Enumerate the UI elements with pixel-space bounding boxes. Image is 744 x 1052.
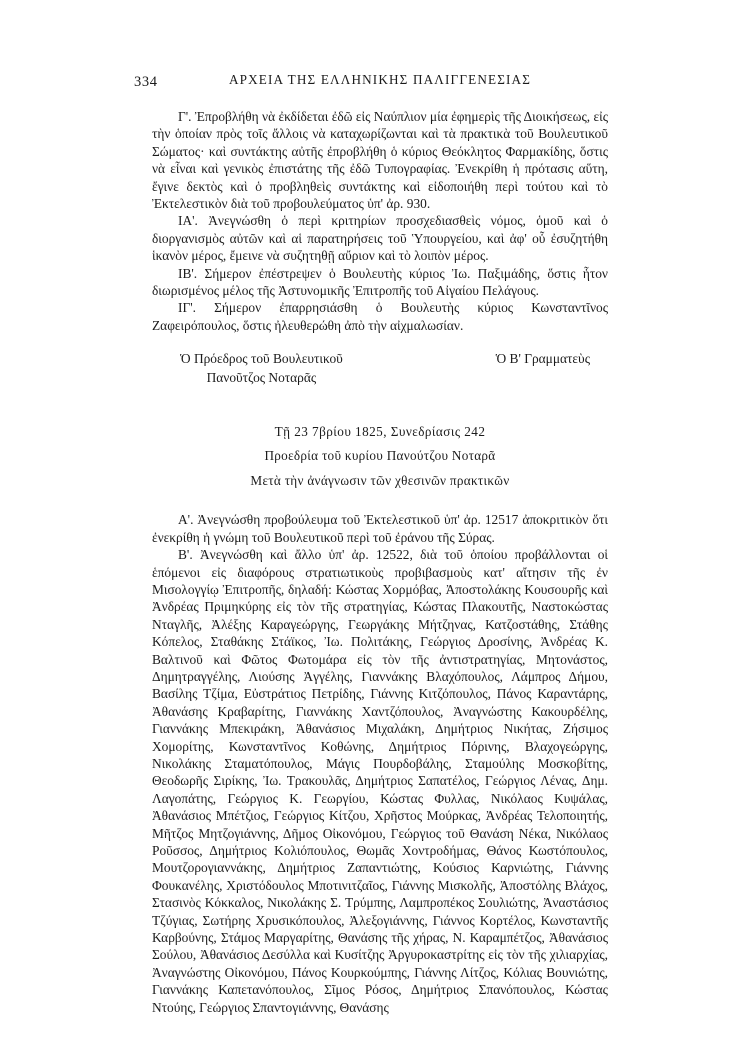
signature-block <box>152 350 608 387</box>
session-chair-line: Προεδρία τοῦ κυρίου Πανούτζου Νοταρᾶ <box>264 448 496 464</box>
minutes-item-alpha: Α'. Ἀνεγνώσθη προβούλευμα τοῦ Ἐκτελεστικοῦ ὑπ' ἀρ. 12517 ἀποκριτικὸν ὅτι ἐνεκρίθη ἡ γνώμη τοῦ Βουλευτικοῦ περὶ τοῦ ἐράνου τῆς Σύρας. <box>152 512 608 545</box>
minutes-current-section <box>152 511 608 1016</box>
president-name: Πανοῦτζος Νοταρᾶς <box>206 370 317 386</box>
president-title: Ὁ Πρόεδρος τοῦ Βουλευτικοῦ <box>180 351 343 367</box>
minutes-item-gamma: Γ'. Ἐπροβλήθη νὰ ἐκδίδεται ἐδῶ εἰς Ναύπλιον μία ἐφημερὶς τῆς Διοικήσεως, εἰς τὴν ὁποίαν πρὸς τοῖς ἄλλοις νὰ καταχωρίζωνται καὶ τὰ πρακτικὰ τοῦ Βουλευτικοῦ Σώματος· καὶ συντάκτης αὐτῆς ἐπροβλήθη ὁ κύριος Θεόκλητος Φαρμακίδης, ὅστις νὰ εἶναι καὶ γενικὸς ἐπιστάτης τῆς ἐδῶ Τυπογραφίας. Ἐνεκρίθη ἡ πρότασις αὕτη, ἔγινε δεκτὸς καὶ ὁ προβληθεὶς συντάκτης καὶ εἰδοποιήθη περὶ τούτου καὶ τὸ Ἐκτελεστικὸν διὰ τοῦ προβουλεύματος ὑπ' ἀρ. 930. <box>152 109 608 212</box>
secretary-signature <box>496 350 590 368</box>
session-note-line: Μετὰ τὴν ἀνάγνωσιν τῶν χθεσινῶν πρακτικῶν <box>250 473 510 489</box>
minutes-previous-section <box>152 108 608 334</box>
president-signature <box>180 350 343 387</box>
page-number: 334 <box>134 74 158 90</box>
minutes-item-beta: Β'. Ἀνεγνώσθη καὶ ἄλλο ὑπ' ἀρ. 12522, διὰ τοῦ ὁποίου προβάλλονται οἱ ἑπόμενοι εἰς διαφόρους στρατιωτικοὺς προβιβασμοὺς κατ' αἴτησιν τῆς ἐν Μισολογγίῳ Ἐπιτροπῆς, δηλαδή: Κώστας Χορμόβας, Ἀποστολάκης Κουσουρῆς καὶ Ἀνδρέας Πριμηκύρης εἰς τὸν τῆς στρατηγίας, Κώστας Πλακουτῆς, Ναστοκώστας Νταγλῆς, Ἀλέξης Καραγεώργης, Γεωργάκης Μήτζηνας, Κατζοστάθης, Στάθης Κόπελος, Σταθάκης Στάϊκος, Ἰω. Πολιτάκης, Γεώργιος Δροσίνης, Ἀνδρέας Κ. Βαλτινοῦ καὶ Φῶτος Φωτομάρα εἰς τὸν τῆς ἀντιστρατηγίας, Μητονάστος, Δημητραγγέλης, Λιούσης Ἀγγέλης, Γιαννάκης Βλαχόπουλος, Λάμπρος Δήμου, Βασίλης Τζίμα, Εὐστράτιος Πετρίδης, Γιάννης Κιτζόπουλος, Πάνος Καραντάρης, Ἀθανάσης Κραβαρίτης, Γιαννάκης Χαντζόπουλος, Ἀναγνώστης Κακουρδέλης, Γιαννάκης Μπεκιράκη, Ἀθανάσιος Μιχαλάκη, Δημήτριος Νικήτας, Ζήσιμος Χομορίτης, Κωνσταντῖνος Κοθώνης, Δημήτριος Πόρινης, Βλαχογεώργης, Νικολάκης Σταματόπουλος, Μάγις Πουρδοβάλης, Σταμούλης Μοσκοβίτης, Θεοδωρῆς Σιρίκης, Ἰω. Τρακουλᾶς, Δημήτριος Σαπατέλος, Γεώργιος Λένας, Δημ. Λαγοπάτης, Γεώργιος Κ. Γεωργίου, Κώστας Φυλλας, Νικόλαος Κυψάλας, Ἀθανάσιος Μπέτζιος, Γεώργιος Κίτζου, Χρῆστος Μούρκας, Ἀνδρέας Τελοποιητής, Μῆτζος Μητζογιάννης, Δῆμος Οἰκονόμου, Γεώργιος τοῦ Θανάση Νέκα, Νικόλαος Ροῦσσος, Δημήτριος Κολιόπουλος, Θωμᾶς Χοντροδήμας, Θάνος Κωστόπουλος, Μουτζορογιαννάκης, Δημήτριος Ζαπαντιώτης, Κούσιος Καρνιώτης, Γιάννης Φουκανέλης, Χριστόδουλος Μποτινιτζαῖος, Γιάννης Μισκολῆς, Ἀποστόλης Βλάχος, Στασινὸς Κόκκαλος, Νικολάκης Σ. Τρύμπης, Λαμπροπέκος Σουλιώτης, Ἀναστάσιος Τζύγιας, Σωτήρης Χρυσικόπουλος, Ἀλεξογιάννης, Γιάννος Κορτέλος, Κωνσταντῆς Καρβούνης, Στάμος Μαργαρίτης, Θανάσης τῆς χήρας, Ν. Καραμπέτζος, Ἀθανάσιος Σούλου, Ἀθανάσιος Δεσύλλα καὶ Κυσίτζης Ἀργυροκαστρίτης εἰς τὸν τῆς χιλιαρχίας, Ἀναγνώστης Οἰκονόμου, Πάνος Κουρκούμπης, Γιάννης Λίτζος, Κόλιας Βουνιώτης, Γιαννάκης Καπετανόπουλος, Σῖμος Ρόσος, Δημήτριος Σπανόπουλος, Κώστας Ντούης, Γεώργιος Σπαντογιάννης, Θανάσης <box>152 547 608 1015</box>
minutes-item-ia: ΙΑ'. Ἀνεγνώσθη ὁ περὶ κριτηρίων προσχεδιασθεὶς νόμος, ὁμοῦ καὶ ὁ διοργανισμὸς αὐτῶν καὶ αἱ παρατηρήσεις τοῦ Ὑπουργείου, καὶ ἀφ' οὗ ἐσυζητήθη ἱκανὸν μέρος, ἔμεινε νὰ συζητηθῇ αὔριον καὶ τὸ λοιπὸν μέρος. <box>152 213 608 264</box>
session-date-line: Τῇ 23 7βρίου 1825, Συνεδρίασις 242 <box>274 424 486 440</box>
minutes-item-ig: ΙΓ'. Σήμερον ἐπαρρησιάσθη ὁ Βουλευτὴς κύριος Κωνσταντῖνος Ζαφειρόπουλος, ὅστις ἠλευθερώθη ἀπὸ τὴν αἰχμαλωσίαν. <box>152 300 608 333</box>
page-content <box>134 72 608 1016</box>
secretary-title: Ὁ Β' Γραμματεὺς <box>495 351 590 367</box>
running-head <box>134 72 608 98</box>
session-header <box>152 421 608 491</box>
running-head-title: ΑΡΧΕΙΑ ΤΗΣ ΕΛΛΗΝΙΚΗΣ ΠΑΛΙΓΓΕΝΕΣΙΑΣ <box>228 72 532 87</box>
minutes-item-ib: ΙΒ'. Σήμερον ἐπέστρεψεν ὁ Βουλευτὴς κύριος Ἰω. Παξιμάδης, ὅστις ἦτον διωρισμένος μέλος τῆς Ἀστυνομικῆς Ἐπιτροπῆς τοῦ Αἰγαίου Πελάγους. <box>152 265 608 299</box>
